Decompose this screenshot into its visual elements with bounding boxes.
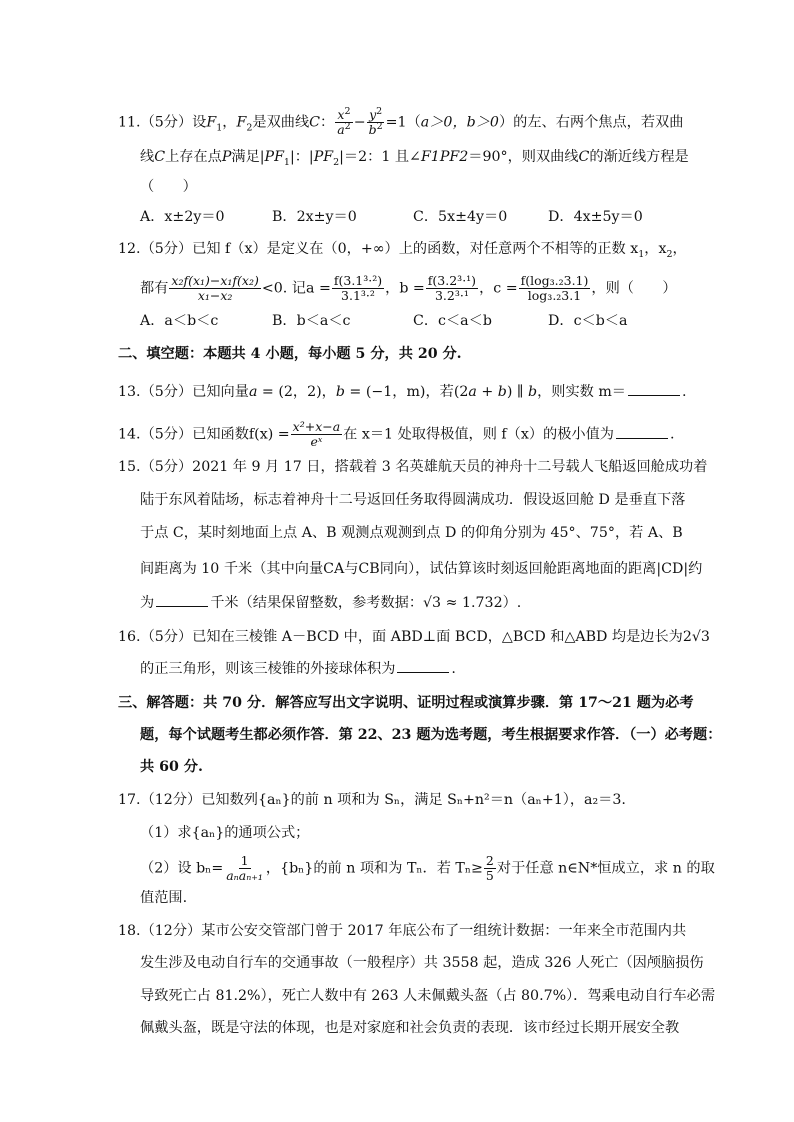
q15-answer-blank [156,592,208,607]
q12-condition-fraction: $\frac{\text{x₂f(x₁)−x₁f(x₂)}}{\text{x₁−x₂}}$ [171,273,259,303]
q13-answer-blank [628,381,680,396]
q12-a-fraction: $\frac{\text{f(3.1³·²)}}{\text{3.1³·²}}$ [333,273,383,303]
q11-option-a: A．x±2y＝0 [140,209,225,225]
q12-c-fraction: $\frac{\text{f(log₃.₂3.1)}}{\text{log₃.₂3.1}}$ [520,273,589,303]
section-solve-heading-line1: 三、解答题：共 70 分．解答应写出文字说明、证明过程或演算步骤．第 17～21 题为必考 [118,695,694,711]
q15-line2: 陆于东风着陆场，标志着神舟十二号返回任务取得圆满成功．假设返回舱 D 是垂直下落 [140,492,686,508]
q15-line3: 于点 C，某时刻地面上点 A、B 观测点观测到点 D 的仰角分别为 45°、75°，若 A、B [140,525,683,541]
q18-line2: 发生涉及电动自行车的交通事故（一般程序）共 3558 起，造成 326 人死亡（因颅脑损伤 [140,955,704,971]
q17-part2-cont: 值范围. [140,890,188,906]
q11-frac-x: $\frac{x^2}{a^2}$ [337,105,351,137]
q11-line2: 线C上存在点P满足$|PF_1|$：$|PF_2|=2$：1 且∠F1PF2＝90°，则双曲线C的渐近线方程是 [140,149,689,168]
q16-line1: 16.（5分）已知在三棱锥 A－BCD 中，面 ABD⊥面 BCD，△BCD 和△ABD 均是边长为2√3 [118,629,710,645]
q18-line4: 佩戴头盔，既是守法的体现，也是对家庭和社会负责的表现．该市经过长期开展安全教 [140,1020,680,1036]
q14: 14.（5分）已知函数f(x) = $\frac{\text{x²+x−a}}{\text{eˣ}}$ 在 x＝1 处取得极值，则 f（x）的极小值为 . [118,419,675,449]
q12-b-fraction: $\frac{\text{f(3.2³·¹)}}{\text{3.2³·¹}}$ [427,273,477,303]
q11-line1: 11.（5分）设$F_1$，$F_2$是双曲线C： $\frac{x^2}{a^2}$ − $\frac{y^2}{b^2}$ =1（a＞0，b＞0）的左、右两个焦点，若双曲 [118,105,684,137]
q15-line1: 15.（5分）2021 年 9 月 17 日，搭载着 3 名英雄航天员的神舟十二号载人飞船返回舱成功着 [118,459,708,475]
q11-option-b: B．2x±y＝0 [272,209,357,225]
q12-option-c: C．c＜a＜b [413,313,492,329]
q17-line1: 17.（12分）已知数列{aₙ}的前 n 项和为 Sₙ，满足 Sₙ+n²＝n（aₙ+1），a₂＝3. [118,792,626,808]
q11-answer-paren: （ ） [140,179,197,195]
q17-b-fraction: $\frac{1}{\text{aₙaₙ₊₁}}$ [226,853,263,883]
section-fill-in-heading: 二、填空题：本题共 4 小题，每小题 5 分，共 20 分. [118,346,462,362]
q12-line1: 12.（5分）已知 f（x）是定义在（0，+∞）上的函数，对任意两个不相等的正数 $x_1$，$x_2$， [118,241,687,260]
q14-function-fraction: $\frac{\text{x²+x−a}}{\text{eˣ}}$ [292,419,341,449]
q17-part2: （2）设 bₙ= $\frac{1}{\text{aₙaₙ₊₁}}$ ，{bₙ}的前 n 项和为 Tₙ．若 Tₙ≥ $\frac{2}{5}$ 对于任意 n∈N*恒成立，求 n 的取 [140,853,715,883]
q17-bound-fraction: $\frac{2}{5}$ [485,853,494,883]
section-solve-heading-line2: 题，每个试题考生都必须作答．第 22、23 题为选考题，考生根据要求作答．（一）必考题： [140,727,722,743]
q11-score: （5分） [140,114,193,131]
q16-answer-blank [397,658,449,673]
q15-line5: 为 千米（结果保留整数，参考数据：√3 ≈ 1.732）. [140,592,521,614]
q15-line4: 间距离为 10 千米（其中向量CA与CB同向），试估算该时刻返回舱距离地面的距离|CD|约 [140,561,703,577]
q11-frac-y: $\frac{y^2}{b^2}$ [368,105,383,137]
q14-answer-blank [616,424,668,439]
q13: 13.（5分）已知向量a = (2，2)，b = (−1，m)，若(2a + b) ∥ b，则实数 m＝ . [118,381,687,403]
section-solve-heading-line3: 共 60 分. [140,759,203,775]
q18-line3: 导致死亡占 81.2%），死亡人数中有 263 人未佩戴头盔（占 80.7%）．驾乘电动自行车必需 [140,988,716,1004]
q12-option-d: D．c＜b＜a [548,313,628,329]
q11-option-c: C．5x±4y＝0 [413,209,508,225]
q12-option-b: B．b＜a＜c [272,313,351,329]
q11-option-d: D．4x±5y＝0 [548,209,643,225]
q12-line2: 都有 $\frac{\text{x₂f(x₁)−x₁f(x₂)}}{\text{x₁−x₂}}$ <0. 记a = $\frac{\text{f(3.1³·²)}}{\text{3.1³·²}}$ ，b = $\frac{\text{f(3.2³·¹)}}{\text{3.2³·¹}}$ ，c = $\frac{\text{f(log₃.₂3.1)}}{\text{log₃.₂3.1}}$ ，则（ ） [140,273,677,303]
q17-part1: （1）求{aₙ}的通项公式； [140,825,310,841]
q16-line2: 的正三角形，则该三棱锥的外接球体积为 . [140,658,456,680]
q11-number: 11. [118,114,141,131]
q18-line1: 18.（12分）某市公安交管部门曾于 2017 年底公布了一组统计数据：一年来全市范围内共 [118,923,687,939]
q12-option-a: A．a＜b＜c [140,313,219,329]
